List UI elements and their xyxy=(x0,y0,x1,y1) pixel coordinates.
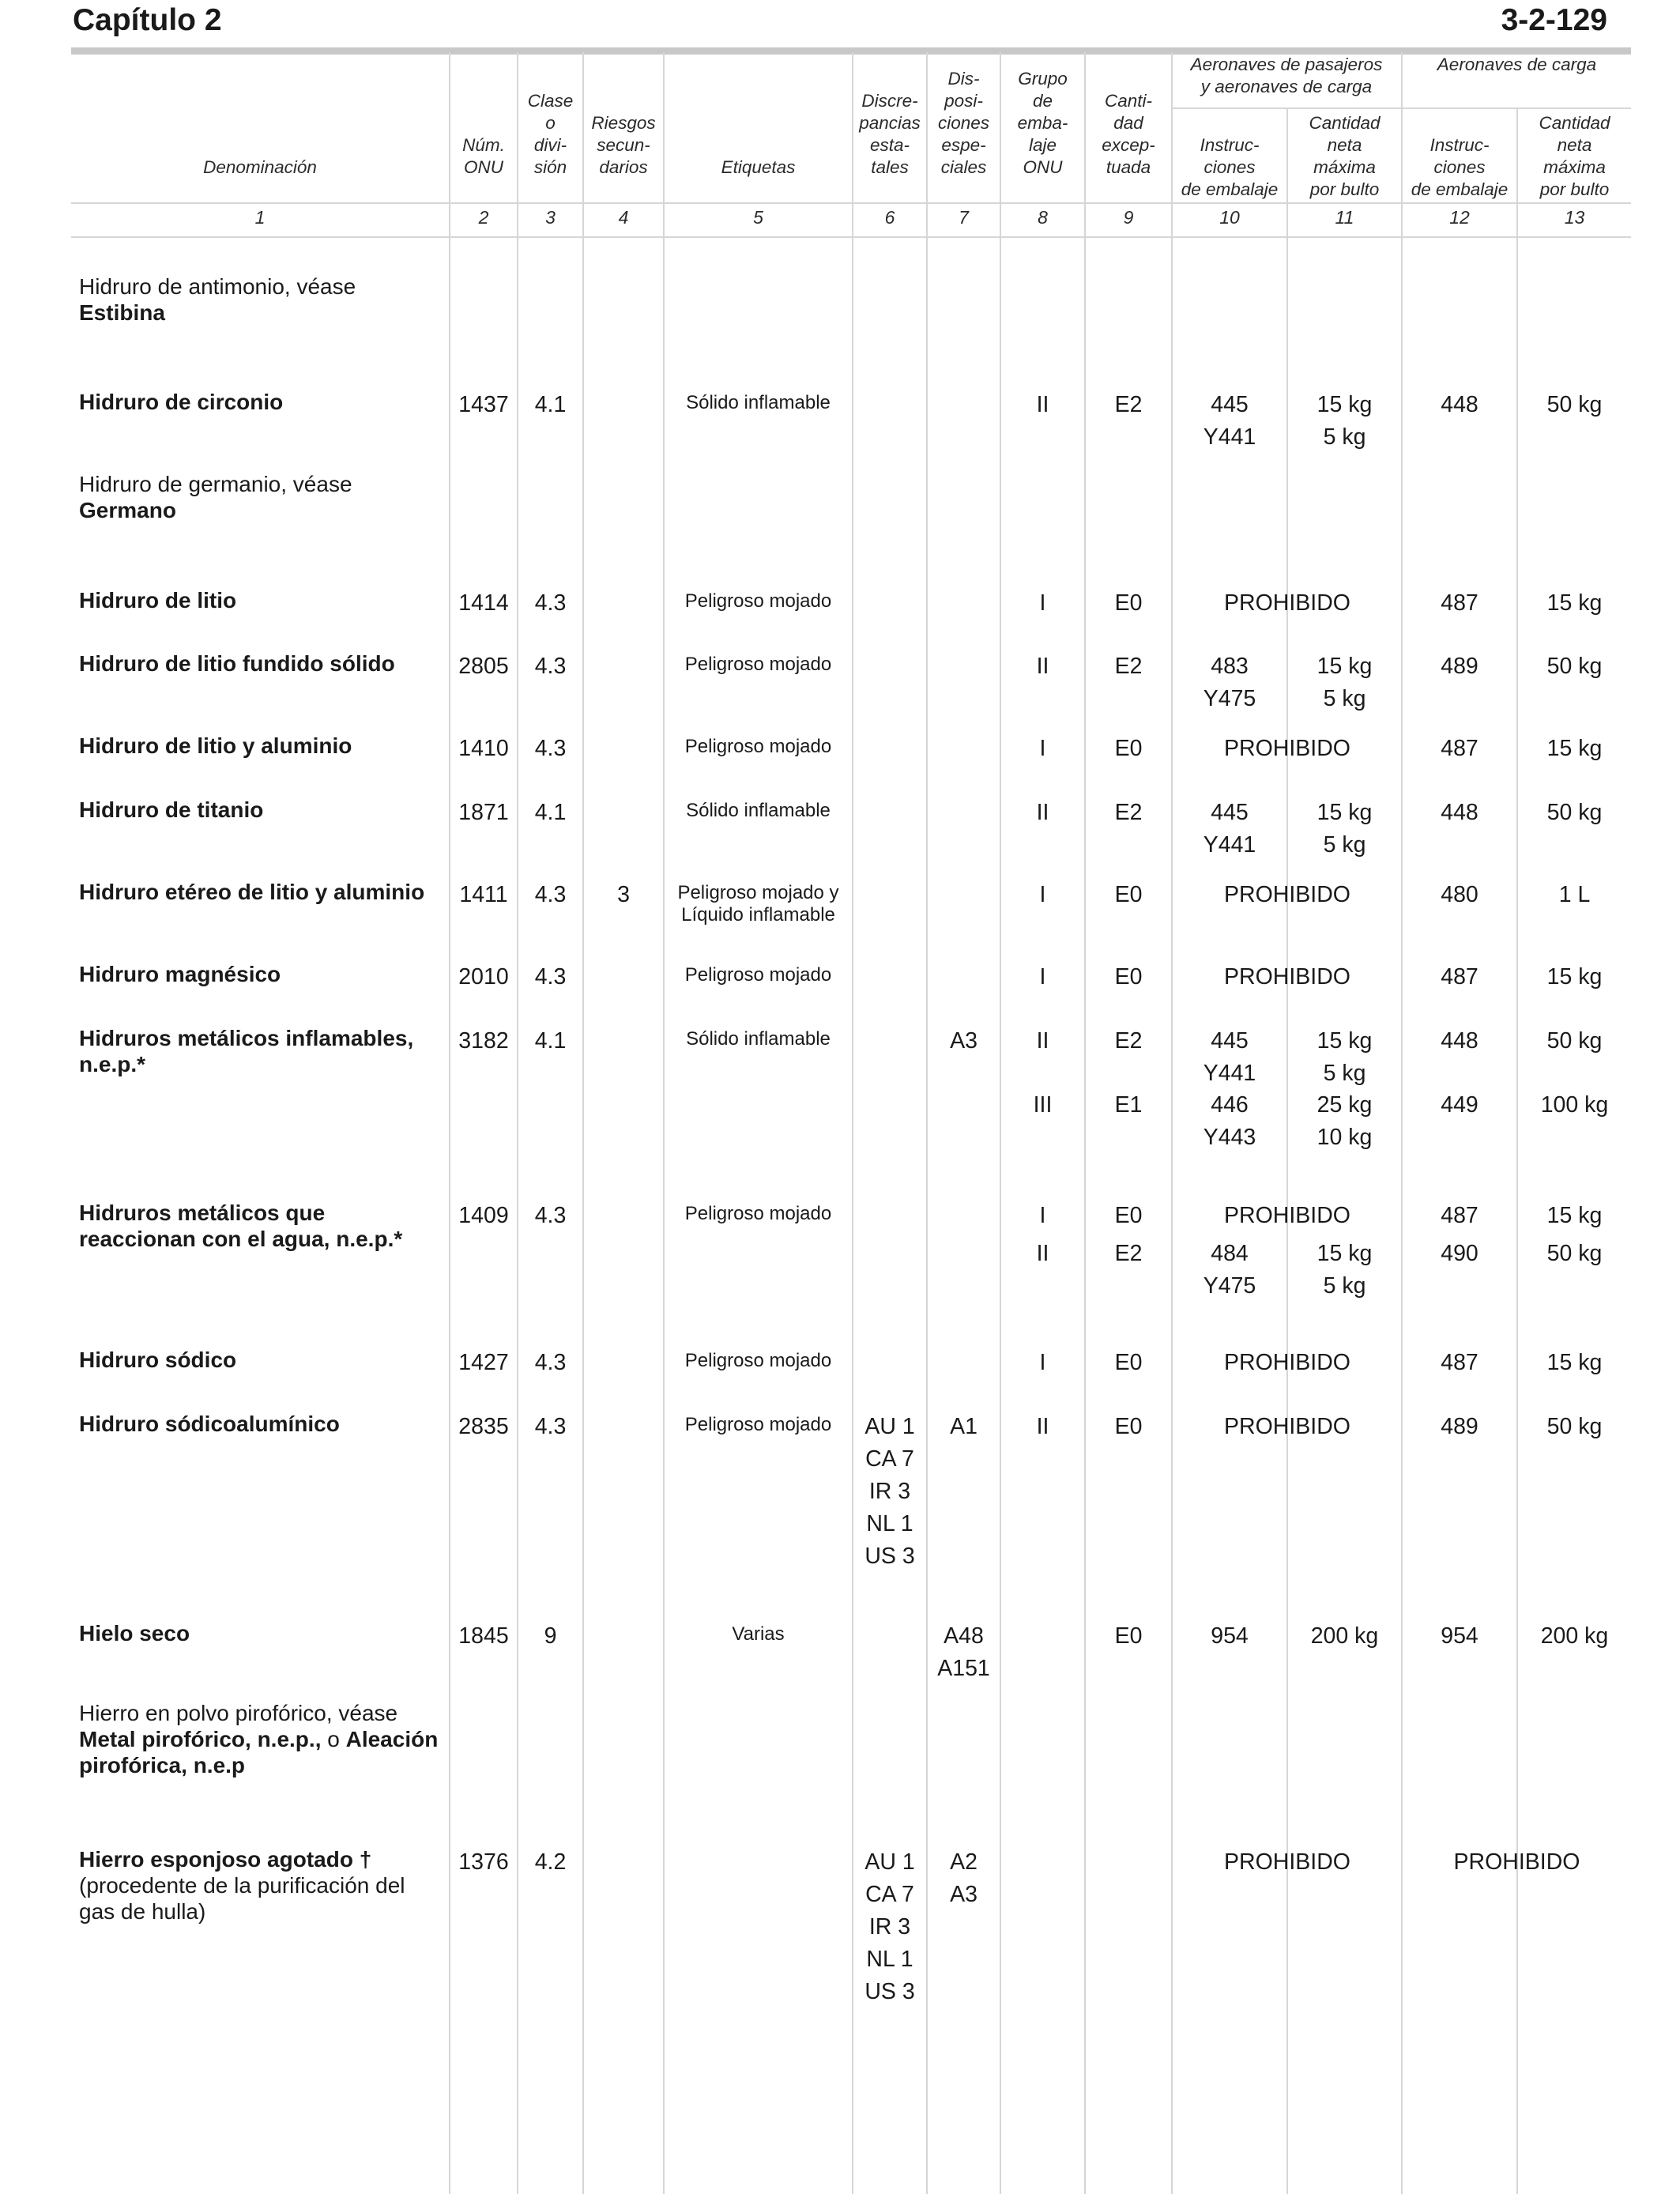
name-bold-text: Hidruro de litio xyxy=(79,588,237,613)
table-row-name xyxy=(79,471,443,523)
packing-instruction-cargo: 487 xyxy=(1441,964,1478,990)
max-quantity-passenger: 15 kg 5 kg xyxy=(1317,392,1373,450)
packing-instruction-cargo: 448 xyxy=(1441,392,1478,417)
column-number: 12 xyxy=(1449,207,1470,228)
forbidden-passenger: PROHIBIDO xyxy=(1224,1849,1350,1875)
max-quantity-cargo: 15 kg xyxy=(1546,736,1603,761)
header-discrepancias: Discre- pancias esta- tales xyxy=(859,91,921,177)
name-bold-text: Aleación xyxy=(345,1727,439,1751)
forbidden-passenger: PROHIBIDO xyxy=(1224,736,1350,761)
un-number: 1414 xyxy=(458,590,509,616)
un-number: 1376 xyxy=(458,1849,509,1875)
special-provision: A3 xyxy=(950,1028,977,1054)
label-text: Peligroso mojado xyxy=(684,736,832,757)
forbidden-passenger: PROHIBIDO xyxy=(1224,1350,1350,1375)
name-bold-text: Hidruro sódicoalumínico xyxy=(79,1412,340,1436)
column-number: 11 xyxy=(1335,207,1354,228)
label-text: Sólido inflamable xyxy=(686,800,831,821)
name-bold-text: Hidruro de circonio xyxy=(79,390,284,414)
class-division: 4.3 xyxy=(534,964,567,990)
max-quantity-cargo: 50 kg xyxy=(1546,800,1603,825)
packing-group: II xyxy=(1036,1028,1049,1054)
class-division: 4.3 xyxy=(534,882,567,907)
table-row-name xyxy=(79,797,443,823)
special-provision: A1 xyxy=(950,1414,977,1439)
packing-instruction-cargo: 487 xyxy=(1441,1350,1478,1375)
column-divider xyxy=(1084,52,1086,2194)
packing-instruction-cargo: 490 xyxy=(1441,1241,1478,1266)
header-group-cargo: Aeronaves de carga xyxy=(1437,55,1597,74)
un-number: 1871 xyxy=(458,800,509,825)
class-division: 4.3 xyxy=(534,590,567,616)
name-bold-text: Hidruros metálicos que reaccionan con el agua, n.e.p.* xyxy=(79,1201,403,1251)
un-number: 1845 xyxy=(458,1623,509,1649)
label-text: Peligroso mojado xyxy=(684,654,832,675)
column-number: 13 xyxy=(1564,207,1585,228)
column-divider xyxy=(1516,109,1518,2194)
header-cantidad-pax: Cantidad neta máxima por bulto xyxy=(1309,113,1381,199)
excepted-quantity: E0 xyxy=(1114,882,1143,907)
header-grupo-embalaje: Grupo de emba- laje ONU xyxy=(1017,69,1068,177)
table-row-name xyxy=(79,1200,443,1252)
name-bold-text: Estibina xyxy=(79,300,165,325)
name-bold-text: Germano xyxy=(79,498,176,522)
class-division: 4.3 xyxy=(534,654,567,679)
class-division: 9 xyxy=(544,1623,557,1649)
column-number-rule xyxy=(71,236,1631,238)
name-bold-text: Hidruro etéreo de litio y aluminio xyxy=(79,880,425,904)
un-number: 1409 xyxy=(458,1203,509,1228)
table-row-name xyxy=(79,961,443,987)
class-division: 4.3 xyxy=(534,1350,567,1375)
column-number: 2 xyxy=(478,207,489,228)
name-bold-text: Hierro esponjoso agotado † xyxy=(79,1847,372,1872)
header-etiquetas: Etiquetas xyxy=(721,157,796,177)
packing-instruction-cargo: 487 xyxy=(1441,1203,1478,1228)
column-number: 6 xyxy=(884,207,895,228)
excepted-quantity: E0 xyxy=(1114,1350,1143,1375)
packing-group: I xyxy=(1039,590,1046,616)
max-quantity-cargo: 100 kg xyxy=(1540,1092,1609,1118)
excepted-quantity: E2 xyxy=(1114,1241,1143,1266)
packing-group: I xyxy=(1039,882,1046,907)
forbidden-passenger: PROHIBIDO xyxy=(1224,1414,1350,1439)
max-quantity-cargo: 1 L xyxy=(1558,882,1591,907)
page-number: 3-2-129 xyxy=(1501,3,1607,37)
name-bold-text: Hidruro de titanio xyxy=(79,797,264,822)
table-row-name xyxy=(79,879,443,905)
name-bold-text: Hidruros metálicos inflamables, n.e.p.* xyxy=(79,1026,414,1076)
class-division: 4.3 xyxy=(534,1203,567,1228)
state-variations: AU 1 CA 7 IR 3 NL 1 US 3 xyxy=(864,1849,915,2004)
name-text: (procedente de la purificación del gas de hulla) xyxy=(79,1873,405,1924)
header-clase: Clase o divi- sión xyxy=(527,91,574,177)
subsidiary-risk: 3 xyxy=(617,882,630,907)
label-text: Peligroso mojado xyxy=(684,1203,832,1224)
column-number: 10 xyxy=(1219,207,1240,228)
un-number: 2835 xyxy=(458,1414,509,1439)
packing-instruction-passenger: 445 Y441 xyxy=(1203,1028,1256,1086)
chapter-title: Capítulo 2 xyxy=(73,3,222,37)
table-row-name xyxy=(79,273,443,326)
header-cantidad-exceptuada: Canti- dad excep- tuada xyxy=(1102,91,1155,177)
packing-instruction-cargo: 449 xyxy=(1441,1092,1478,1118)
name-bold-text: pirofórica, n.e.p xyxy=(79,1753,246,1777)
max-quantity-passenger: 200 kg xyxy=(1310,1623,1379,1649)
max-quantity-cargo: 15 kg xyxy=(1546,1350,1603,1375)
name-text: Hierro en polvo pirofórico, véase xyxy=(79,1701,398,1725)
name-bold-text: Hielo seco xyxy=(79,1621,190,1646)
class-division: 4.1 xyxy=(534,800,567,825)
label-text: Peligroso mojado xyxy=(684,964,832,986)
excepted-quantity: E1 xyxy=(1114,1092,1143,1118)
class-division: 4.3 xyxy=(534,1414,567,1439)
packing-group: I xyxy=(1039,1350,1046,1375)
max-quantity-passenger: 15 kg 5 kg xyxy=(1317,654,1373,711)
column-number: 3 xyxy=(545,207,556,228)
header-cantidad-cargo: Cantidad neta máxima por bulto xyxy=(1539,113,1610,199)
excepted-quantity: E2 xyxy=(1114,392,1143,417)
un-number: 2805 xyxy=(458,654,509,679)
packing-group: I xyxy=(1039,964,1046,990)
packing-group: II xyxy=(1036,392,1049,417)
forbidden-passenger: PROHIBIDO xyxy=(1224,1203,1350,1228)
name-bold-text: Hidruro sódico xyxy=(79,1348,237,1372)
table-row-name xyxy=(79,1411,443,1437)
name-bold-text: Hidruro magnésico xyxy=(79,962,281,986)
un-number: 1411 xyxy=(459,882,508,907)
max-quantity-cargo: 15 kg xyxy=(1546,590,1603,616)
packing-group: II xyxy=(1036,654,1049,679)
excepted-quantity: E2 xyxy=(1114,800,1143,825)
packing-instruction-cargo: 487 xyxy=(1441,590,1478,616)
table-row-name xyxy=(79,1700,450,1778)
label-text: Peligroso mojado xyxy=(684,1414,832,1435)
name-text: o xyxy=(321,1727,346,1751)
packing-group: II xyxy=(1036,1241,1049,1266)
special-provision: A48 A151 xyxy=(937,1623,990,1681)
un-number: 1437 xyxy=(458,392,509,417)
packing-instruction-passenger: 446 Y443 xyxy=(1203,1092,1256,1150)
max-quantity-cargo: 15 kg xyxy=(1546,964,1603,990)
packing-group: I xyxy=(1039,1203,1046,1228)
max-quantity-passenger: 15 kg 5 kg xyxy=(1317,1241,1373,1299)
packing-instruction-cargo: 954 xyxy=(1441,1623,1478,1649)
column-number: 1 xyxy=(254,207,266,228)
max-quantity-cargo: 50 kg xyxy=(1546,1241,1603,1266)
header-instrucciones-pax: Instruc- ciones de embalaje xyxy=(1181,135,1279,199)
excepted-quantity: E0 xyxy=(1114,964,1143,990)
special-provision: A2 A3 xyxy=(950,1849,977,1907)
packing-group: III xyxy=(1033,1092,1053,1118)
excepted-quantity: E0 xyxy=(1114,1414,1143,1439)
table-row-name xyxy=(79,587,443,613)
header-riesgos: Riesgos secun- darios xyxy=(591,113,656,177)
column-number: 7 xyxy=(959,207,969,228)
packing-group: I xyxy=(1039,736,1046,761)
column-number: 8 xyxy=(1038,207,1048,228)
label-text: Sólido inflamable xyxy=(686,392,831,413)
table-row-name xyxy=(79,1620,443,1646)
packing-group: II xyxy=(1036,800,1049,825)
max-quantity-cargo: 50 kg xyxy=(1546,392,1603,417)
table-row-name xyxy=(79,1846,443,1924)
packing-instruction-cargo: 489 xyxy=(1441,654,1478,679)
column-divider xyxy=(1000,52,1001,2194)
column-divider xyxy=(582,52,584,2194)
un-number: 1427 xyxy=(458,1350,509,1375)
packing-instruction-passenger: 445 Y441 xyxy=(1203,392,1256,450)
max-quantity-cargo: 50 kg xyxy=(1546,1028,1603,1054)
packing-instruction-passenger: 445 Y441 xyxy=(1203,800,1256,858)
un-number: 1410 xyxy=(458,736,509,761)
header-disposiciones: Dis- posi- ciones espe- ciales xyxy=(937,69,990,177)
class-division: 4.2 xyxy=(534,1849,567,1875)
forbidden-passenger: PROHIBIDO xyxy=(1224,882,1350,907)
column-number: 4 xyxy=(618,207,629,228)
group-header-rule xyxy=(1171,107,1631,109)
label-text: Varias xyxy=(732,1623,785,1645)
packing-instruction-cargo: 480 xyxy=(1441,882,1478,907)
table-row-name xyxy=(79,1025,443,1077)
forbidden-passenger: PROHIBIDO xyxy=(1224,964,1350,990)
forbidden-passenger: PROHIBIDO xyxy=(1224,590,1350,616)
header-bottom-rule xyxy=(71,202,1631,204)
packing-instruction-passenger: 484 Y475 xyxy=(1203,1241,1256,1299)
class-division: 4.1 xyxy=(534,392,567,417)
excepted-quantity: E2 xyxy=(1114,1028,1143,1054)
class-division: 4.1 xyxy=(534,1028,567,1054)
name-bold-text: Hidruro de litio y aluminio xyxy=(79,733,352,758)
excepted-quantity: E0 xyxy=(1114,590,1143,616)
label-text: Peligroso mojado y Líquido inflamable xyxy=(677,882,839,925)
un-number: 3182 xyxy=(458,1028,509,1054)
max-quantity-cargo: 50 kg xyxy=(1546,654,1603,679)
excepted-quantity: E0 xyxy=(1114,1203,1143,1228)
excepted-quantity: E2 xyxy=(1114,654,1143,679)
max-quantity-cargo: 15 kg xyxy=(1546,1203,1603,1228)
name-bold-text: Metal pirofórico, n.e.p., xyxy=(79,1727,322,1751)
header-group-passenger: Aeronaves de pasajeros y aeronaves de carga xyxy=(1190,55,1383,96)
state-variations: AU 1 CA 7 IR 3 NL 1 US 3 xyxy=(864,1414,915,1569)
max-quantity-passenger: 15 kg 5 kg xyxy=(1317,800,1373,858)
table-row-name xyxy=(79,650,443,677)
packing-instruction-cargo: 448 xyxy=(1441,800,1478,825)
header-denominacion: Denominación xyxy=(203,157,317,177)
packing-instruction-passenger: 483 Y475 xyxy=(1203,654,1256,711)
forbidden-cargo: PROHIBIDO xyxy=(1453,1849,1580,1875)
excepted-quantity: E0 xyxy=(1114,736,1143,761)
header-instrucciones-cargo: Instruc- ciones de embalaje xyxy=(1411,135,1509,199)
packing-instruction-passenger: 954 xyxy=(1211,1623,1249,1649)
column-number: 5 xyxy=(753,207,763,228)
label-text: Peligroso mojado xyxy=(684,1350,832,1371)
max-quantity-cargo: 50 kg xyxy=(1546,1414,1603,1439)
table-row-name xyxy=(79,389,443,415)
max-quantity-passenger: 15 kg 5 kg xyxy=(1317,1028,1373,1086)
name-bold-text: Hidruro de litio fundido sólido xyxy=(79,651,395,676)
header-num-onu: Núm. ONU xyxy=(462,135,505,177)
label-text: Peligroso mojado xyxy=(684,590,832,612)
packing-instruction-cargo: 489 xyxy=(1441,1414,1478,1439)
packing-group: II xyxy=(1036,1414,1049,1439)
column-divider xyxy=(663,52,665,2194)
table-row-name xyxy=(79,1347,443,1373)
label-text: Sólido inflamable xyxy=(686,1028,831,1050)
name-text: Hidruro de antimonio, véase xyxy=(79,274,356,299)
column-number: 9 xyxy=(1123,207,1134,228)
table-row-name xyxy=(79,733,443,759)
packing-instruction-cargo: 487 xyxy=(1441,736,1478,761)
un-number: 2010 xyxy=(458,964,509,990)
class-division: 4.3 xyxy=(534,736,567,761)
max-quantity-passenger: 25 kg 10 kg xyxy=(1317,1092,1373,1150)
packing-instruction-cargo: 448 xyxy=(1441,1028,1478,1054)
name-text: Hidruro de germanio, véase xyxy=(79,472,352,496)
excepted-quantity: E0 xyxy=(1114,1623,1143,1649)
max-quantity-cargo: 200 kg xyxy=(1540,1623,1609,1649)
